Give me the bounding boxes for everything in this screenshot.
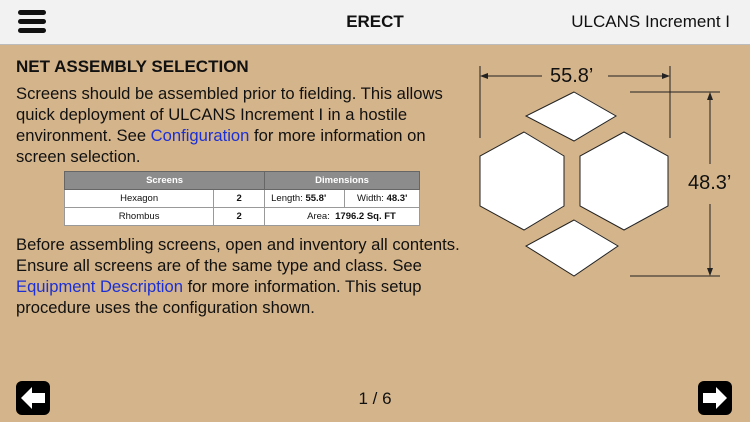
page-title: ERECT: [346, 12, 404, 31]
top-bar: [0, 0, 750, 45]
table-header-row: [65, 172, 420, 190]
intro-text-end: for more information on screen selection.: [16, 126, 426, 166]
width-label: 55.8’: [550, 65, 594, 87]
width-label: Width:: [357, 193, 384, 204]
inventory-paragraph: [16, 234, 466, 318]
length-cell: [265, 190, 345, 208]
arrow-head-left: [480, 73, 488, 79]
screen-name: Rhombus: [65, 208, 214, 226]
right-arrow-icon: [698, 381, 732, 415]
equipment-description-link[interactable]: Equipment Description: [16, 277, 183, 296]
screens-header: Screens: [65, 172, 265, 190]
inventory-text: Before assembling screens, open and inventory all contents. Ensure all screens are of the same type and class. See: [16, 235, 460, 275]
inventory-text-end: for more information. This setup procedure uses the configuration shown.: [16, 277, 422, 317]
top-rhombus: [526, 92, 616, 141]
intro-text: Screens should be assembled prior to fielding. This allows quick deployment of ULCANS Increment I in a hostile environment. See: [16, 84, 443, 145]
area-cell: [265, 208, 420, 226]
page-indicator: 1 / 6: [358, 389, 392, 408]
width-cell: [345, 190, 420, 208]
bottom-rhombus: [526, 220, 618, 276]
length-label: Length:: [271, 193, 303, 204]
left-hexagon: [480, 132, 564, 230]
area-label: Area:: [307, 211, 330, 222]
screen-name: Hexagon: [65, 190, 214, 208]
arrow-head-bottom: [707, 268, 713, 276]
dimensions-header: Dimensions: [265, 172, 420, 190]
dimensions-table: [64, 171, 420, 226]
intro-paragraph: [16, 83, 476, 167]
table-row: [65, 190, 420, 208]
next-page-button[interactable]: [698, 381, 732, 415]
height-label: 48.3’: [688, 172, 732, 194]
length-value: 55.8': [305, 193, 327, 204]
right-hexagon: [580, 132, 668, 230]
screen-count: 2: [214, 190, 265, 208]
arrow-head-top: [707, 92, 713, 100]
width-value: 48.3': [386, 193, 408, 204]
section-heading: NET ASSEMBLY SELECTION: [16, 57, 249, 76]
configuration-link[interactable]: Configuration: [150, 126, 250, 145]
product-title: ULCANS Increment I: [571, 12, 730, 31]
area-value: 1796.2 Sq. FT: [335, 211, 396, 222]
screen-count: 2: [214, 208, 265, 226]
net-configuration-diagram: [470, 60, 745, 290]
arrow-head-right: [662, 73, 670, 79]
table-row: [65, 208, 420, 226]
